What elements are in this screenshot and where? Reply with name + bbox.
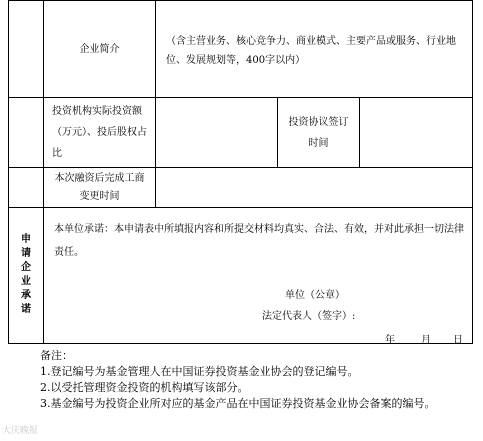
date-day-label: 日 [453,335,463,346]
agreement-value-field[interactable] [360,98,473,168]
legal-rep-label[interactable]: 法定代表人（签字）: [262,311,356,322]
intro-label: 企业简介 [44,1,156,98]
note-item: 2.以受托管理资金投资的机构填写该部分。 [40,381,249,394]
notes-section [40,348,475,412]
investor-row [9,98,473,168]
note-item: 1.登记编号为基金管理人在中国证券投资基金业协会的登记编号。 [40,365,359,378]
date-month-label: 月 [421,335,431,346]
side-label-cell [9,208,44,344]
investor-value-field[interactable] [156,98,278,168]
application-form-table [8,0,473,344]
investor-label: 投资机构实际投资额（万元）、投后股权占比 [44,98,156,168]
notes-title: 备注： [40,349,73,362]
intro-hint[interactable]: （含主营业务、核心竞争力、商业模式、主要产品或服务、行业地位、发展规划等，400字以内） [156,1,473,98]
agreement-label: 投资协议签订时间 [278,98,360,168]
side-blank-cell [9,168,44,208]
registration-label: 本次融资后完成工商变更时间 [44,168,156,208]
promise-cell [44,208,473,344]
promise-row [9,208,473,344]
intro-row [9,1,473,98]
note-item: 3.基金编号为投资企业所对应的基金产品在中国证券投资基金业协会备案的编号。 [40,397,436,410]
side-blank-cell [9,1,44,98]
promise-text: 本单位承诺：本申请表中所填报内容和所提交材料均真实、合法、有效，并对此承担一切法律责任。 [54,224,464,258]
registration-row [9,168,473,208]
date-year-label: 年 [385,335,395,346]
registration-value-field[interactable] [156,168,473,208]
watermark-text: 大庆晚报 [2,426,39,436]
side-label: 申请企业承诺 [21,233,31,315]
side-blank-cell [9,98,44,168]
unit-seal-label: 单位（公章） [285,290,345,301]
